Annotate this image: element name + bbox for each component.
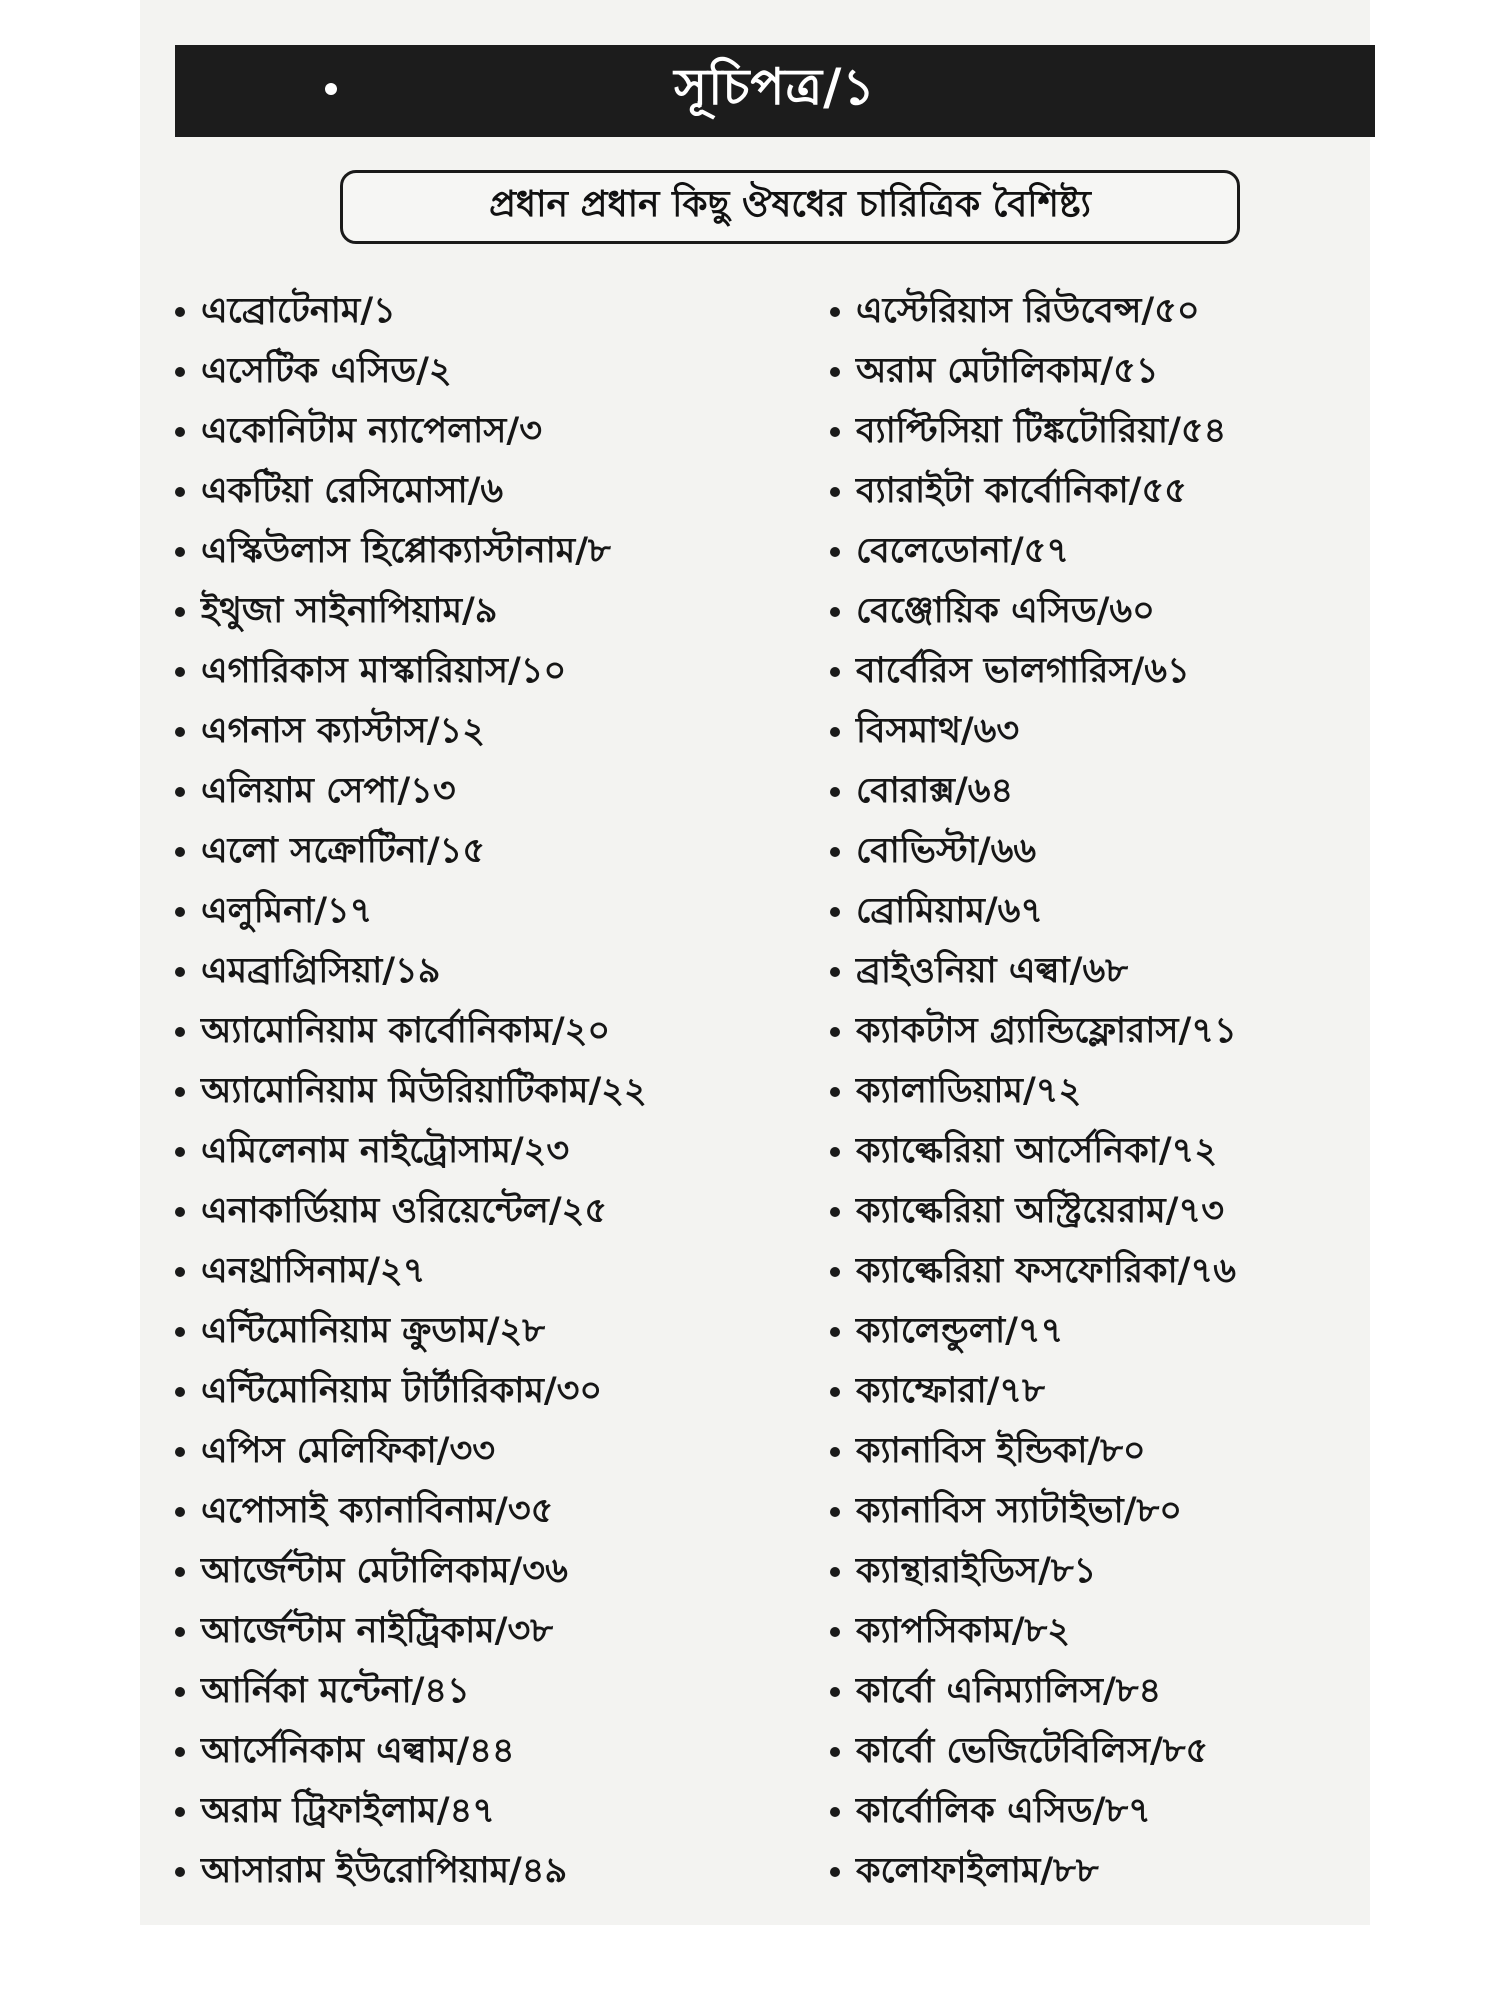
bullet-icon	[830, 367, 840, 377]
contents-entry	[830, 1842, 1370, 1902]
contents-entry-label: কার্বো ভেজিটেবিলিস/৮৫	[856, 1730, 1209, 1771]
contents-entry-label: এসেটিক এসিড/২	[201, 350, 452, 391]
contents-entry	[175, 1122, 795, 1182]
contents-entry-label: অরাম মেটালিকাম/৫১	[856, 350, 1159, 391]
contents-entry-label: ইথুজা সাইনাপিয়াম/৯	[201, 590, 498, 631]
contents-entry	[175, 402, 795, 462]
contents-entry	[830, 342, 1370, 402]
contents-list-left	[175, 282, 795, 1902]
bullet-icon	[830, 487, 840, 497]
bullet-icon	[830, 727, 840, 737]
bullet-icon	[830, 1387, 840, 1397]
contents-entry-label: এনথ্রাসিনাম/২৭	[201, 1250, 426, 1291]
contents-entry	[830, 882, 1370, 942]
contents-entry-label: এমিলেনাম নাইট্রোসাম/২৩	[201, 1130, 570, 1171]
bullet-icon	[175, 1087, 185, 1097]
contents-entry-label: অরাম ট্রিফাইলাম/৪৭	[201, 1790, 496, 1831]
bullet-icon	[175, 1807, 185, 1817]
bullet-icon	[830, 1627, 840, 1637]
contents-entry	[175, 942, 795, 1002]
contents-entry	[175, 1722, 795, 1782]
contents-entry	[830, 942, 1370, 1002]
contents-entry	[830, 1242, 1370, 1302]
contents-entry-label: ব্রাইওনিয়া এল্বা/৬৮	[856, 950, 1128, 991]
bullet-icon	[175, 607, 185, 617]
contents-entry	[175, 822, 795, 882]
contents-entry-label: এনাকার্ডিয়াম ওরিয়েন্টেল/২৫	[201, 1190, 608, 1231]
contents-entry-label: আর্জেন্টাম মেটালিকাম/৩৬	[201, 1550, 568, 1591]
bullet-icon	[830, 1567, 840, 1577]
bullet-icon	[830, 1447, 840, 1457]
contents-entry-label: এগারিকাস মাস্কারিয়াস/১০	[201, 650, 567, 691]
contents-entry-label: ক্যান্থারাইডিস/৮১	[856, 1550, 1097, 1591]
contents-entry-label: ব্রোমিয়াম/৬৭	[856, 890, 1044, 931]
bullet-icon	[175, 1267, 185, 1277]
contents-entry	[830, 1662, 1370, 1722]
contents-list-right	[830, 282, 1370, 1902]
bullet-icon	[175, 427, 185, 437]
bullet-icon	[175, 547, 185, 557]
bullet-icon	[175, 1147, 185, 1157]
contents-entry	[175, 1062, 795, 1122]
contents-entry	[830, 822, 1370, 882]
bullet-icon	[830, 787, 840, 797]
bullet-icon	[830, 1087, 840, 1097]
bullet-icon	[175, 1687, 185, 1697]
contents-entry-label: ক্যাকটাস গ্র্যান্ডিফ্লোরাস/৭১	[856, 1010, 1237, 1051]
contents-entry-label: বার্বেরিস ভালগারিস/৬১	[856, 650, 1190, 691]
bullet-icon	[175, 1867, 185, 1877]
contents-entry-label: আর্সেনিকাম এল্বাম/৪৪	[201, 1730, 515, 1771]
contents-entry	[175, 1302, 795, 1362]
contents-entry	[830, 642, 1370, 702]
contents-entry-label: ক্যালেন্ডুলা/৭৭	[856, 1310, 1064, 1351]
contents-entry	[175, 1542, 795, 1602]
contents-entry	[175, 642, 795, 702]
bullet-icon	[830, 1147, 840, 1157]
contents-entry-label: আসারাম ইউরোপিয়াম/৪৯	[201, 1850, 568, 1891]
contents-entry	[175, 882, 795, 942]
bullet-icon	[175, 847, 185, 857]
contents-entry	[830, 1722, 1370, 1782]
header-bar	[175, 45, 1375, 137]
contents-entry-label: ক্যালাডিয়াম/৭২	[856, 1070, 1082, 1111]
contents-entry-label: ক্যাম্ফোরা/৭৮	[856, 1370, 1045, 1411]
contents-entry	[175, 702, 795, 762]
contents-entry	[830, 1782, 1370, 1842]
contents-entry	[830, 702, 1370, 762]
contents-entry	[830, 1482, 1370, 1542]
bullet-icon	[830, 667, 840, 677]
contents-entry-label: এলো সক্রোটিনা/১৫	[201, 830, 486, 871]
contents-entry-label: আর্নিকা মন্টেনা/৪১	[201, 1670, 470, 1711]
contents-entry	[830, 522, 1370, 582]
bullet-icon	[175, 967, 185, 977]
contents-entry-label: এস্টেরিয়াস রিউবেন্স/৫০	[856, 290, 1200, 331]
contents-entry-label: ব্যাপ্টিসিয়া টিঙ্কটোরিয়া/৫৪	[856, 410, 1227, 451]
contents-entry-label: এন্টিমোনিয়াম ক্রুডাম/২৮	[201, 1310, 545, 1351]
bullet-icon	[830, 1327, 840, 1337]
contents-entry-label: বেঞ্জোয়িক এসিড/৬০	[856, 590, 1155, 631]
contents-entry-label: এমব্রাগ্রিসিয়া/১৯	[201, 950, 441, 991]
bullet-icon	[175, 787, 185, 797]
bullet-icon	[830, 1867, 840, 1877]
contents-entry-label: বোভিস্টা/৬৬	[856, 830, 1037, 871]
contents-entry-label: এপিস মেলিফিকা/৩৩	[201, 1430, 495, 1471]
contents-entry-label: ক্যানাবিস স্যাটাইভা/৮০	[856, 1490, 1182, 1531]
bullet-icon	[175, 1747, 185, 1757]
section-heading: প্রধান প্রধান কিছু ঔষধের চারিত্রিক বৈশিষ্ট্য	[489, 184, 1091, 225]
contents-entry-label: কলোফাইলাম/৮৮	[856, 1850, 1099, 1891]
contents-entry	[830, 402, 1370, 462]
contents-entry	[830, 1602, 1370, 1662]
bullet-icon	[830, 307, 840, 317]
contents-entry	[830, 1302, 1370, 1362]
contents-entry	[175, 1422, 795, 1482]
contents-entry	[175, 1362, 795, 1422]
contents-entry	[175, 342, 795, 402]
bullet-icon	[830, 967, 840, 977]
bullet-icon	[830, 1267, 840, 1277]
bullet-icon	[830, 607, 840, 617]
contents-entry	[830, 1422, 1370, 1482]
contents-entry	[830, 1542, 1370, 1602]
bullet-icon	[830, 427, 840, 437]
bullet-icon	[175, 1207, 185, 1217]
contents-entry	[175, 1182, 795, 1242]
contents-entry-label: এলিয়াম সেপা/১৩	[201, 770, 456, 811]
bullet-icon	[175, 1567, 185, 1577]
contents-entry	[830, 1362, 1370, 1422]
contents-entry	[175, 1482, 795, 1542]
contents-entry-label: কার্বোলিক এসিড/৮৭	[856, 1790, 1151, 1831]
bullet-icon	[175, 367, 185, 377]
contents-entry-label: ক্যাল্কেরিয়া ফসফোরিকা/৭৬	[856, 1250, 1236, 1291]
contents-entry-label: এস্কিউলাস হিপ্পোক্যাস্টানাম/৮	[201, 530, 611, 571]
contents-entry-label: ক্যাপসিকাম/৮২	[856, 1610, 1070, 1651]
page-title: সূচিপত্র/১	[674, 57, 876, 116]
bullet-icon	[830, 1807, 840, 1817]
bullet-icon	[830, 1207, 840, 1217]
bullet-icon	[175, 487, 185, 497]
bullet-icon	[175, 1027, 185, 1037]
contents-entry	[830, 762, 1370, 822]
contents-entry	[175, 1242, 795, 1302]
contents-entry	[175, 1842, 795, 1902]
bullet-icon	[175, 1327, 185, 1337]
bullet-icon	[175, 307, 185, 317]
bullet-icon	[175, 1507, 185, 1517]
contents-entry	[175, 1782, 795, 1842]
contents-entry-label: ক্যাল্কেরিয়া অস্ট্রিয়েরাম/৭৩	[856, 1190, 1224, 1231]
contents-entry	[175, 522, 795, 582]
bullet-icon	[175, 1387, 185, 1397]
contents-entry	[830, 1182, 1370, 1242]
bullet-icon	[830, 1507, 840, 1517]
contents-entry-label: একটিয়া রেসিমোসা/৬	[201, 470, 504, 511]
bullet-icon	[830, 847, 840, 857]
bullet-icon	[830, 547, 840, 557]
contents-entry-label: একোনিটাম ন্যাপেলাস/৩	[201, 410, 542, 451]
contents-entry-label: এগনাস ক্যাস্টাস/১২	[201, 710, 485, 751]
bullet-icon	[830, 1747, 840, 1757]
contents-entry	[175, 462, 795, 522]
bullet-icon	[830, 1027, 840, 1037]
contents-entry	[175, 582, 795, 642]
bullet-icon	[830, 1687, 840, 1697]
contents-entry-label: বোরাক্স/৬৪	[856, 770, 1014, 811]
contents-entry	[830, 462, 1370, 522]
contents-entry-label: এন্টিমোনিয়াম টার্টারিকাম/৩০	[201, 1370, 603, 1411]
bullet-icon	[175, 1627, 185, 1637]
contents-entry-label: কার্বো এনিম্যালিস/৮৪	[856, 1670, 1162, 1711]
contents-entry-label: এপোসাই ক্যানাবিনাম/৩৫	[201, 1490, 554, 1531]
contents-entry-label: বেলেডোনা/৫৭	[856, 530, 1070, 571]
contents-entry-label: ক্যানাবিস ইন্ডিকা/৮০	[856, 1430, 1146, 1471]
contents-entry	[830, 1062, 1370, 1122]
bullet-icon	[175, 907, 185, 917]
section-heading-box	[340, 170, 1240, 244]
contents-entry	[175, 1002, 795, 1062]
contents-entry	[830, 1122, 1370, 1182]
bullet-icon	[175, 667, 185, 677]
contents-entry	[175, 1662, 795, 1722]
contents-entry-label: ব্যারাইটা কার্বোনিকা/৫৫	[856, 470, 1187, 511]
contents-entry-label: অ্যামোনিয়াম মিউরিয়াটিকাম/২২	[201, 1070, 647, 1111]
contents-entry	[175, 762, 795, 822]
contents-entry-label: ক্যাল্কেরিয়া আর্সেনিকা/৭২	[856, 1130, 1218, 1171]
contents-entry-label: বিসমাথ/৬৩	[856, 710, 1020, 751]
contents-entry	[830, 282, 1370, 342]
contents-entry-label: এব্রোটেনাম/১	[201, 290, 396, 331]
bullet-dot-icon	[325, 83, 337, 95]
contents-entry-label: অ্যামোনিয়াম কার্বোনিকাম/২০	[201, 1010, 611, 1051]
bullet-icon	[175, 727, 185, 737]
contents-entry-label: এলুমিনা/১৭	[201, 890, 373, 931]
contents-entry	[175, 282, 795, 342]
bullet-icon	[175, 1447, 185, 1457]
contents-entry	[175, 1602, 795, 1662]
bullet-icon	[830, 907, 840, 917]
contents-entry-label: আর্জেন্টাম নাইট্রিকাম/৩৮	[201, 1610, 553, 1651]
contents-entry	[830, 582, 1370, 642]
contents-entry	[830, 1002, 1370, 1062]
